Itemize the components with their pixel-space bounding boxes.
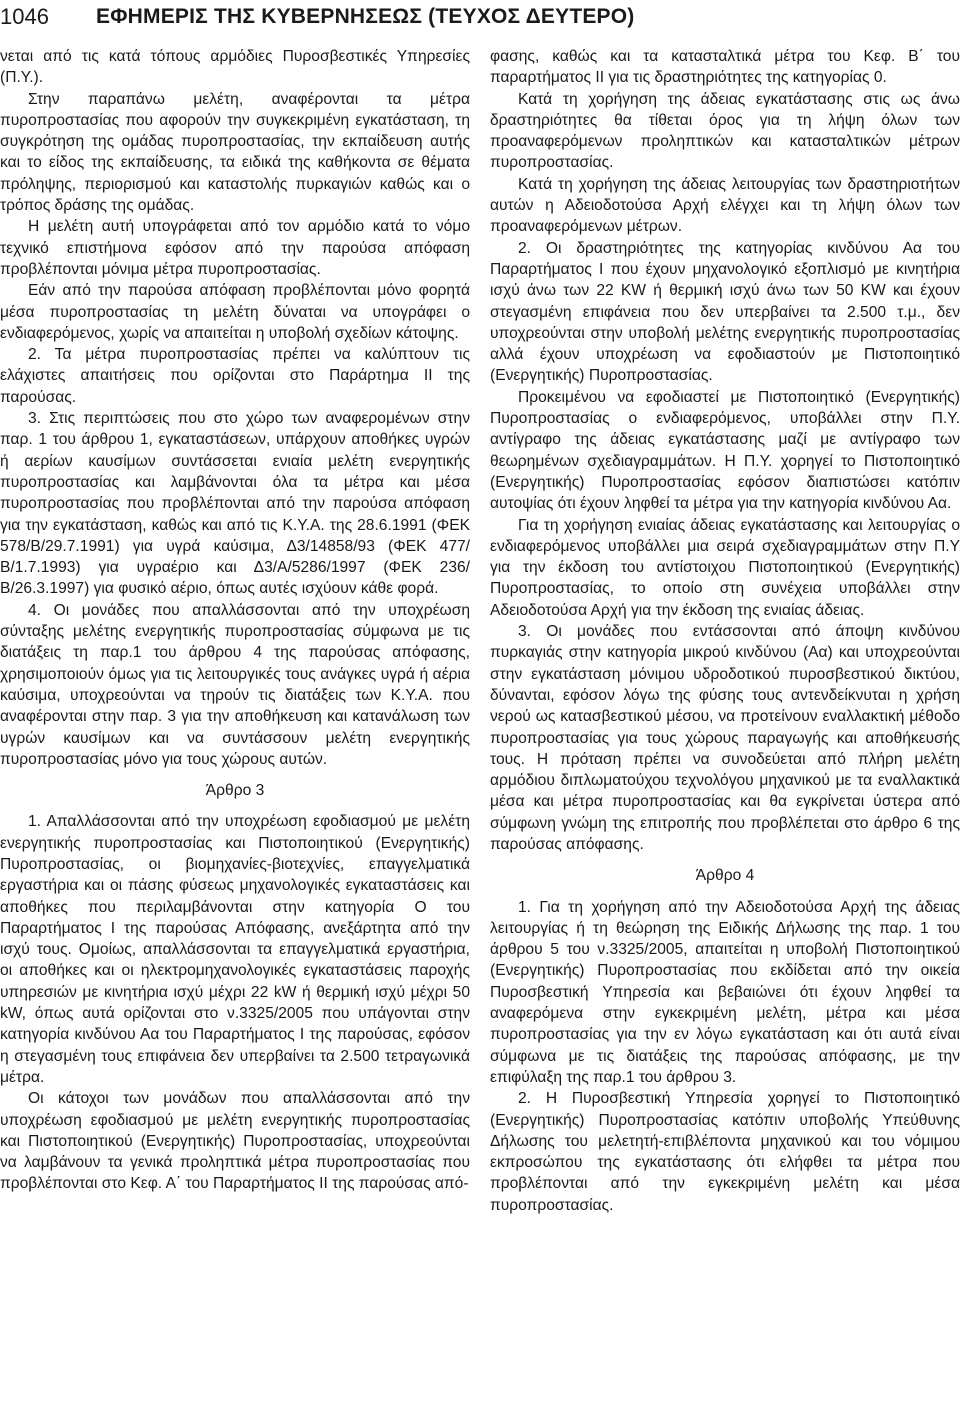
paragraph: 3. Οι μονάδες που εντάσσονται από άποψη κινδύνου πυρκαγιάς στην κατηγορία μικρού κινδύνου (Αα) και υποχρεούνται στην εγκατάσταση μόνιμου υδροδοτικού πυροσβεστικού δικτύου, δύνανται, εφόσον λόγω της φύσης τους αντενδείκνυται η χρήση νερού ως κατασβεστικού μέσου, να προτείνουν εναλλακτική μέθοδο πυροπροστασίας για τους χώρους παραγωγής και αποθήκευσής τους. Η πρόταση πρέπει να συνοδεύεται από πλήρη μελέτη αρμόδιου διπλωματούχου τεχνολόγου μηχανικού με τα εναλλακτικά μέσα και μέτρα πυροπροστασίας και θα εγκρίνεται ύστερα από σύμφωνη γνώμη της επιτροπής που προβλέπεται στο άρθρο 6 της παρούσας απόφασης. bbox=[490, 623, 960, 853]
paragraph: Κατά τη χορήγηση της άδειας λειτουργίας των δραστηριοτήτων αυτών η Αδειοδοτούσα Αρχή ελέγχει και τη λήψη όλων των προαναφερόμενων μέτρων. bbox=[490, 175, 960, 236]
paragraph: 2. Η Πυροσβεστική Υπηρεσία χορηγεί το Πιστοποιητικό (Ενεργητικής) Πυροπροστασίας κατόπιν υποβολής Υπεύθυνης Δήλωσης του μελετητή-επιβλέποντα μηχανικού και του νόμιμου εκπροσώπου της εγκατάστασης ότι ελήφθει τα μέτρα που προβλέπονται από την εγκεκριμένη μελέτη και μέσα πυροπροστασίας. bbox=[490, 1090, 960, 1214]
paragraph: 3. Στις περιπτώσεις που στο χώρο των αναφερομένων στην παρ. 1 του άρθρου 1, εγκαταστάσεων, υπάρχουν αποθήκες υγρών ή αερίων καυσίμων συντάσσεται ενιαία μελέτη ενεργητικής πυροπροστασίας και λαμβάνονται όλα τα μέτρα και μέσα πυροπροστασίας που προβλέπονται από την παρούσα απόφαση για την εγκατάσταση, καθώς και από τις Κ.Υ.Α. της 28.6.1991 (ΦΕΚ 578/Β/29.7.1991) για υγρά καύσιμα, Δ3/14858/93 (ΦΕΚ 477/Β/1.7.1993) για υγραέριο και Δ3/Α/5286/1997 (ΦΕΚ 236/Β/26.3.1997) για φυσικό αέριο, όπως αυτές ισχύουν κάθε φορά. bbox=[0, 410, 470, 598]
paragraph: 1. Για τη χορήγηση από την Αδειοδοτούσα Αρχή της άδειας λειτουργίας ή τη θεώρηση της Ειδικής Δήλωσης της παρ. 1 του άρθρου 5 του ν.3325/2005, απαιτείται η υποβολή Πιστοποιητικού (Ενεργητικής) Πυροπροστασίας που εκδίδεται από την οικεία Πυροσβεστική Υπηρεσία και βεβαιώνει ότι έχουν ληφθεί τα αναφερόμενα στην εγκεκριμένη μελέτη, μέτρα και μέσα πυροπροστασίας για την εν λόγω εγκατάσταση και ότι αυτά είναι σύμφωνα με τις διατάξεις της παρούσας απόφασης, με την επιφύλαξη της παρ.1 του άρθρου 3. bbox=[490, 898, 960, 1086]
paragraph: 2. Οι δραστηριότητες της κατηγορίας κινδύνου Αα του Παραρτήματος Ι που έχουν μηχανολογικό εξοπλισμό με κινητήρια ισχύ άνω των 22 KW ή θερμική ισχύ άνω των 50 KW και έχουν στεγασμένη επιφάνεια που δεν υπερβαίνει τα 2.500 τ.μ., δεν υποχρεούνται στην υποβολή μελέτης ενεργητικής πυροπροστασίας αλλά έχουν υποχρέωση να εφοδιαστούν με Πιστοποιητικό (Ενεργητικής) Πυροπροστασίας. bbox=[490, 239, 960, 385]
right-column bbox=[490, 46, 960, 1216]
page-header bbox=[0, 0, 960, 42]
article-4-heading: Άρθρο 4 bbox=[695, 867, 755, 885]
paragraph: 2. Τα μέτρα πυροπροστασίας πρέπει να καλύπτουν τις ελάχιστες απαιτήσεις που ορίζονται στο Παράρτημα ΙΙ της παρούσας. bbox=[0, 346, 470, 406]
paragraph: νεται από τις κατά τόπους αρμόδιες Πυροσβεστικές Υπηρεσίες (Π.Υ.). bbox=[0, 48, 470, 87]
paragraph: 4. Οι μονάδες που απαλλάσσονται από την υποχρέωση σύνταξης μελέτης ενεργητικής πυροπροστασίας σύμφωνα με τις διατάξεις τη παρ.1 του άρθρου 4 της παρούσας απόφασης, χρησιμοποιούν όμως για τις λειτουργικές τους ανάγκες υγρά ή αέρια καύσιμα, υποχρεούνται να τηρούν τις διατάξεις των Κ.Υ.Α. που αναφέρονται στην παρ. 3 για την αποθήκευση και κατανάλωση των υγρών καυσίμων και να συντάσσουν μελέτη ενεργητικής πυροπροστασίας μόνο για τους χώρους αυτών. bbox=[0, 601, 470, 768]
paragraph: φασης, καθώς και τα κατασταλτικά μέτρα του Κεφ. Β΄ του παραρτήματος ΙΙ για τις δραστηριότητες της κατηγορίας 0. bbox=[490, 48, 960, 87]
paragraph: Οι κάτοχοι των μονάδων που απαλλάσσονται από την υποχρέωση εφοδιασμού με μελέτη ενεργητικής πυροπροστασίας και Πιστοποιητικού (Ενεργητικής) Πυροπροστασίας, υποχρεούνται να λαμβάνουν τα γενικά προληπτικά μέτρα πυροπροστασίας που προβλέπονται στο Κεφ. Α΄ του Παραρτήματος ΙΙ της παρούσας από- bbox=[0, 1090, 470, 1193]
paragraph: Στην παραπάνω μελέτη, αναφέρονται τα μέτρα πυροπροστασίας που αφορούν την συγκεκριμένη εγκατάσταση, τη συγκρότηση της ομάδας πυροπροστασίας, την εκπαίδευση αυτής και το είδος της εκπαίδευσης, τα ειδικά της καθήκοντα σε θέματα πρόληψης, περιορισμού και καταστολής πυρκαγιών καθώς και ο τρόπος δράσης της ομάδας. bbox=[0, 90, 470, 215]
gazette-title: ΕΦΗΜΕΡΙΣ ΤΗΣ ΚΥΒΕΡΝΗΣΕΩΣ (ΤΕΥΧΟΣ ΔΕΥΤΕΡΟ) bbox=[96, 5, 635, 28]
paragraph: 1. Απαλλάσσονται από την υποχρέωση εφοδιασμού με μελέτη ενεργητικής πυροπροστασίας και Πιστοποιητικού (Ενεργητικής) Πυροπροστασίας, οι βιομηχανίες-βιοτεχνίες, επαγγελματικά εργαστήρια και οι πάσης φύσεως μηχανολογικές εγκαταστάσεις και αποθήκες που περιλαμβάνονται στην κατηγορία Ο του Παραρτήματος Ι της παρούσας Απόφασης, ανεξάρτητα από την ισχύ τους. Ομοίως, απαλλάσσονται τα επαγγελματικά εργαστήρια, οι αποθήκες και οι ηλεκτρομηχανολογικές εγκαταστάσεις παροχής υπηρεσιών με κινητήρια ισχύ μέχρι 22 kW ή θερμική ισχύ μέχρι 50 kW, όπως αυτά ορίζονται στο ν.3325/2005 που υπάγονται στην κατηγορία κινδύνου Αα του Παραρτήματος Ι της παρούσας, εφόσον η στεγασμένη τους επιφάνεια δεν υπερβαίνει τα 2.500 τετραγωνικά μέτρα. bbox=[0, 813, 470, 1086]
paragraph: Εάν από την παρούσα απόφαση προβλέπονται μόνο φορητά μέσα πυροπροστασίας τη μελέτη δύναται να υπογράφει ο ενδιαφερόμενος, χωρίς να απαιτείται η υποβολή σχεδίων κάτοψης. bbox=[0, 282, 470, 342]
left-column bbox=[0, 46, 470, 1195]
paragraph: Προκειμένου να εφοδιαστεί με Πιστοποιητικό (Ενεργητικής) Πυροπροστασίας ο ενδιαφερόμενος, υποβάλλει στην Π.Υ. αντίγραφο της άδειας εγκατάστασης μαζί με αντίγραφο των θεωρημένων σχεδιαγραμμάτων. Η Π.Υ. χορηγεί το Πιστοποιητικό (Ενεργητικής) Πυροπροστασίας εφόσον διαπιστώσει κατόπιν αυτοψίας ότι έχουν ληφθεί τα μέτρα για την κατηγορία κινδύνου Αα. bbox=[490, 388, 960, 513]
paragraph: Κατά τη χορήγηση της άδειας εγκατάστασης στις ως άνω δραστηριότητες θα τίθεται όρος για τη λήψη όλων των προαναφερόμενων προληπτικών και κατασταλτικών μέτρων πυροπροστασίας. bbox=[490, 90, 960, 172]
page-number: 1046 bbox=[0, 4, 49, 29]
paragraph: Για τη χορήγηση ενιαίας άδειας εγκατάστασης και λειτουργίας ο ενδιαφερόμενος υποβάλλει μια σειρά σχεδιαγραμμάτων στην Π.Υ για την έκδοση του αντίστοιχου Πιστοποιητικού (Ενεργητικής) Πυροπροστασίας, το οποίο στη συνέχεια υποβάλλει στην Αδειοδοτούσα Αρχή για την έκδοση της ενιαίας άδειας. bbox=[490, 516, 960, 619]
article-3-heading: Άρθρο 3 bbox=[205, 782, 265, 800]
paragraph: Η μελέτη αυτή υπογράφεται από τον αρμόδιο κατά το νόμο τεχνικό επιστήμονα εφόσον από την παρούσα απόφαση προβλέπονται μόνιμα μέτρα πυροπροστασίας. bbox=[0, 218, 470, 278]
